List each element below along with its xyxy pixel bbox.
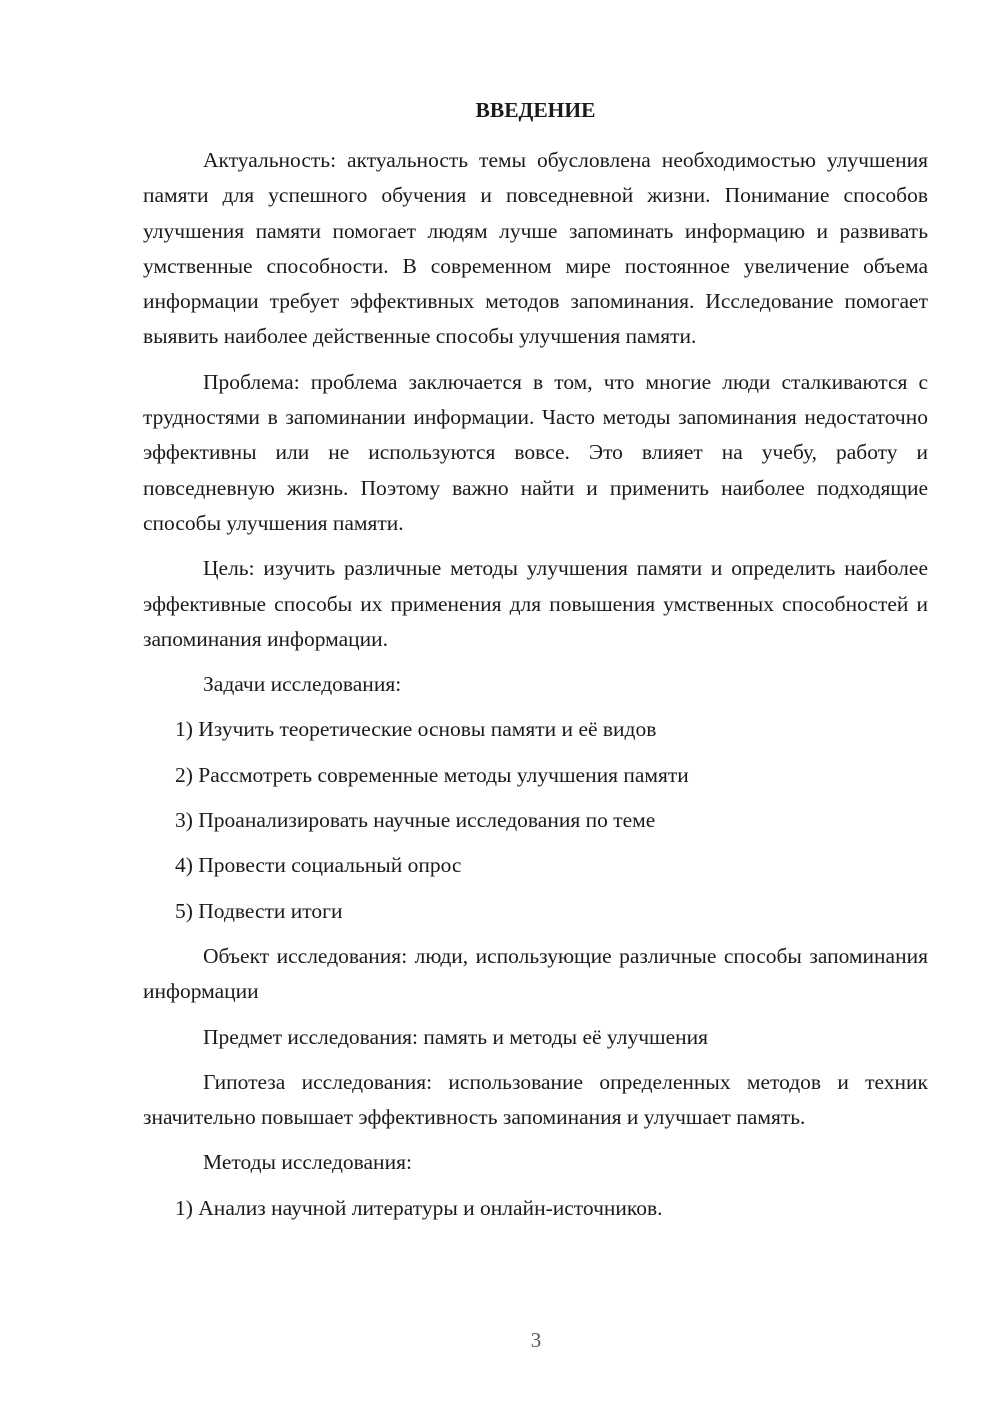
tasks-label: Задачи исследования: [203,672,402,697]
subject-paragraph: Предмет исследования: память и методы её улучшения [203,1024,709,1049]
methods-label: Методы исследования: [203,1150,412,1175]
task-item-5: 5) Подвести итоги [175,898,343,923]
method-item-1: 1) Анализ научной литературы и онлайн-источников. [175,1195,663,1220]
task-item-4: 4) Провести социальный опрос [175,853,462,878]
relevance-paragraph: Актуальность: актуальность темы обусловлена необходимостью улучшения памяти для успешного обучения и повседневной жизни. Понимание способов улучшения памяти помогает людям лучше запоминать информацию и развивать умственные способности. В современном мире постоянное увеличение объема информации требует эффективных методов запоминания. Исследование помогает выявить наиболее действенные способы улучшения памяти. [143,148,928,349]
task-item-3: 3) Проанализировать научные исследования по теме [175,808,656,833]
page-content [143,92,928,1226]
problem-paragraph: Проблема: проблема заключается в том, что многие люди сталкиваются с трудностями в запоминании информации. Часто методы запоминания недостаточно эффективны или не используются вовсе. Это влияет на учебу, работу и повседневную жизнь. Поэтому важно найти и применить наиболее подходящие способы улучшения памяти. [143,369,928,535]
task-item-1: 1) Изучить теоретические основы памяти и её видов [175,717,657,742]
section-heading: ВВЕДЕНИЕ [475,98,596,122]
page-number: 3 [530,1328,542,1352]
goal-paragraph: Цель: изучить различные методы улучшения памяти и определить наиболее эффективные способы их применения для повышения умственных способностей и запоминания информации. [143,556,928,651]
object-paragraph: Объект исследования: люди, использующие различные способы запоминания информации [143,943,928,1004]
hypothesis-paragraph: Гипотеза исследования: использование определенных методов и техник значительно повышает эффективность запоминания и улучшает память. [143,1069,928,1130]
task-item-2: 2) Рассмотреть современные методы улучшения памяти [175,762,689,787]
